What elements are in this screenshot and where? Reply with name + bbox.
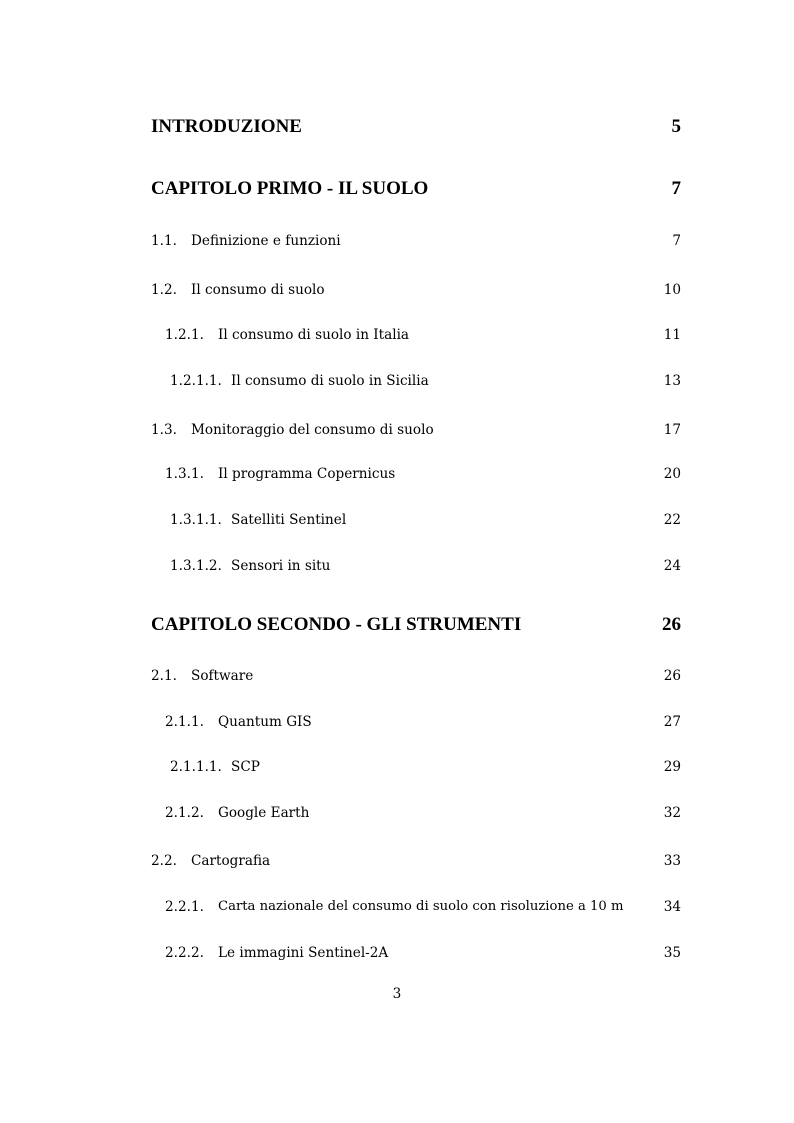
toc-entry-page: 13 [663, 373, 681, 389]
toc-entry-page: 7 [672, 233, 681, 249]
toc-entry [151, 113, 681, 141]
toc-entry-title: Software [191, 668, 254, 684]
toc-entry-number: 2.2.2. [165, 945, 204, 961]
toc-entry [151, 894, 681, 920]
toc-entry-page: 27 [663, 714, 681, 730]
toc-entry-title: Il consumo di suolo in Sicilia [231, 373, 429, 389]
toc-entry [151, 175, 681, 203]
toc-entry-title: Carta nazionale del consumo di suolo con risoluzione a 10 m [218, 899, 624, 914]
toc-entry [151, 277, 681, 303]
toc-entry-title: Cartografia [191, 853, 271, 869]
toc-entry-number: 1.1. [151, 233, 177, 249]
toc-entry-number: 1.3.1. [165, 466, 204, 482]
toc-entry-title: INTRODUZIONE [151, 116, 302, 137]
toc-entry-page: 34 [663, 899, 681, 915]
toc-entry-title: Il consumo di suolo [191, 282, 325, 298]
toc-entry-page: 33 [663, 853, 681, 869]
page-number: 3 [392, 986, 402, 1002]
toc-entry-number: 1.2.1. [165, 327, 204, 343]
toc-entry [151, 417, 681, 443]
toc-entry-page: 17 [663, 422, 681, 438]
toc-entry-title: Monitoraggio del consumo di suolo [191, 422, 434, 438]
toc-entry-page: 20 [663, 466, 681, 482]
toc-entry-number: 2.1. [151, 668, 177, 684]
toc-entry [151, 507, 681, 533]
toc-entry-number: 2.1.1. [165, 714, 204, 730]
toc-entry [151, 322, 681, 348]
toc-entry-title: Google Earth [218, 805, 310, 821]
toc-entry [151, 709, 681, 735]
toc-entry-title: Il programma Copernicus [218, 466, 396, 482]
toc-entry-number: 2.2.1. [165, 899, 204, 915]
toc-entry [151, 940, 681, 966]
toc-entry-title: Le immagini Sentinel-2A [218, 945, 389, 961]
toc-entry-number: 1.2. [151, 282, 177, 298]
toc-entry [151, 228, 681, 254]
toc-entry [151, 461, 681, 487]
toc-entry-number: 2.2. [151, 853, 177, 869]
toc-entry-title: Satelliti Sentinel [231, 512, 347, 528]
toc-entry-page: 29 [663, 759, 681, 775]
toc-entry-page: 11 [663, 327, 681, 343]
toc-entry-title: Sensori in situ [231, 558, 331, 574]
toc-entry-page: 10 [663, 282, 681, 298]
toc-entry [151, 611, 681, 639]
toc-entry-page: 22 [663, 512, 681, 528]
toc-entry-title: SCP [231, 759, 260, 775]
toc-entry [151, 368, 681, 394]
toc-entry-number: 2.1.2. [165, 805, 204, 821]
toc-entry [151, 553, 681, 579]
toc-entry [151, 848, 681, 874]
toc-entry-number: 1.3.1.2. [170, 558, 222, 574]
toc-entry-page: 26 [662, 614, 681, 635]
toc-entry-page: 35 [663, 945, 681, 961]
toc-entry-number: 1.3. [151, 422, 177, 438]
toc-entry-page: 32 [663, 805, 681, 821]
toc-entry-title: Definizione e funzioni [191, 233, 341, 249]
toc-entry-number: 1.2.1.1. [170, 373, 222, 389]
toc-entry-number: 1.3.1.1. [170, 512, 222, 528]
toc-entry [151, 663, 681, 689]
toc-entry-page: 7 [671, 178, 681, 199]
toc-entry-number: 2.1.1.1. [170, 759, 222, 775]
toc-entry [151, 800, 681, 826]
toc-entry-title: Quantum GIS [218, 714, 312, 730]
toc-entry-title: CAPITOLO SECONDO - GLI STRUMENTI [151, 614, 522, 635]
toc-entry-page: 26 [663, 668, 681, 684]
toc-entry-page: 5 [671, 116, 681, 137]
toc-entry-page: 24 [663, 558, 681, 574]
toc-entry [151, 754, 681, 780]
toc-entry-title: Il consumo di suolo in Italia [218, 327, 410, 343]
toc-entry-title: CAPITOLO PRIMO - IL SUOLO [151, 178, 429, 199]
